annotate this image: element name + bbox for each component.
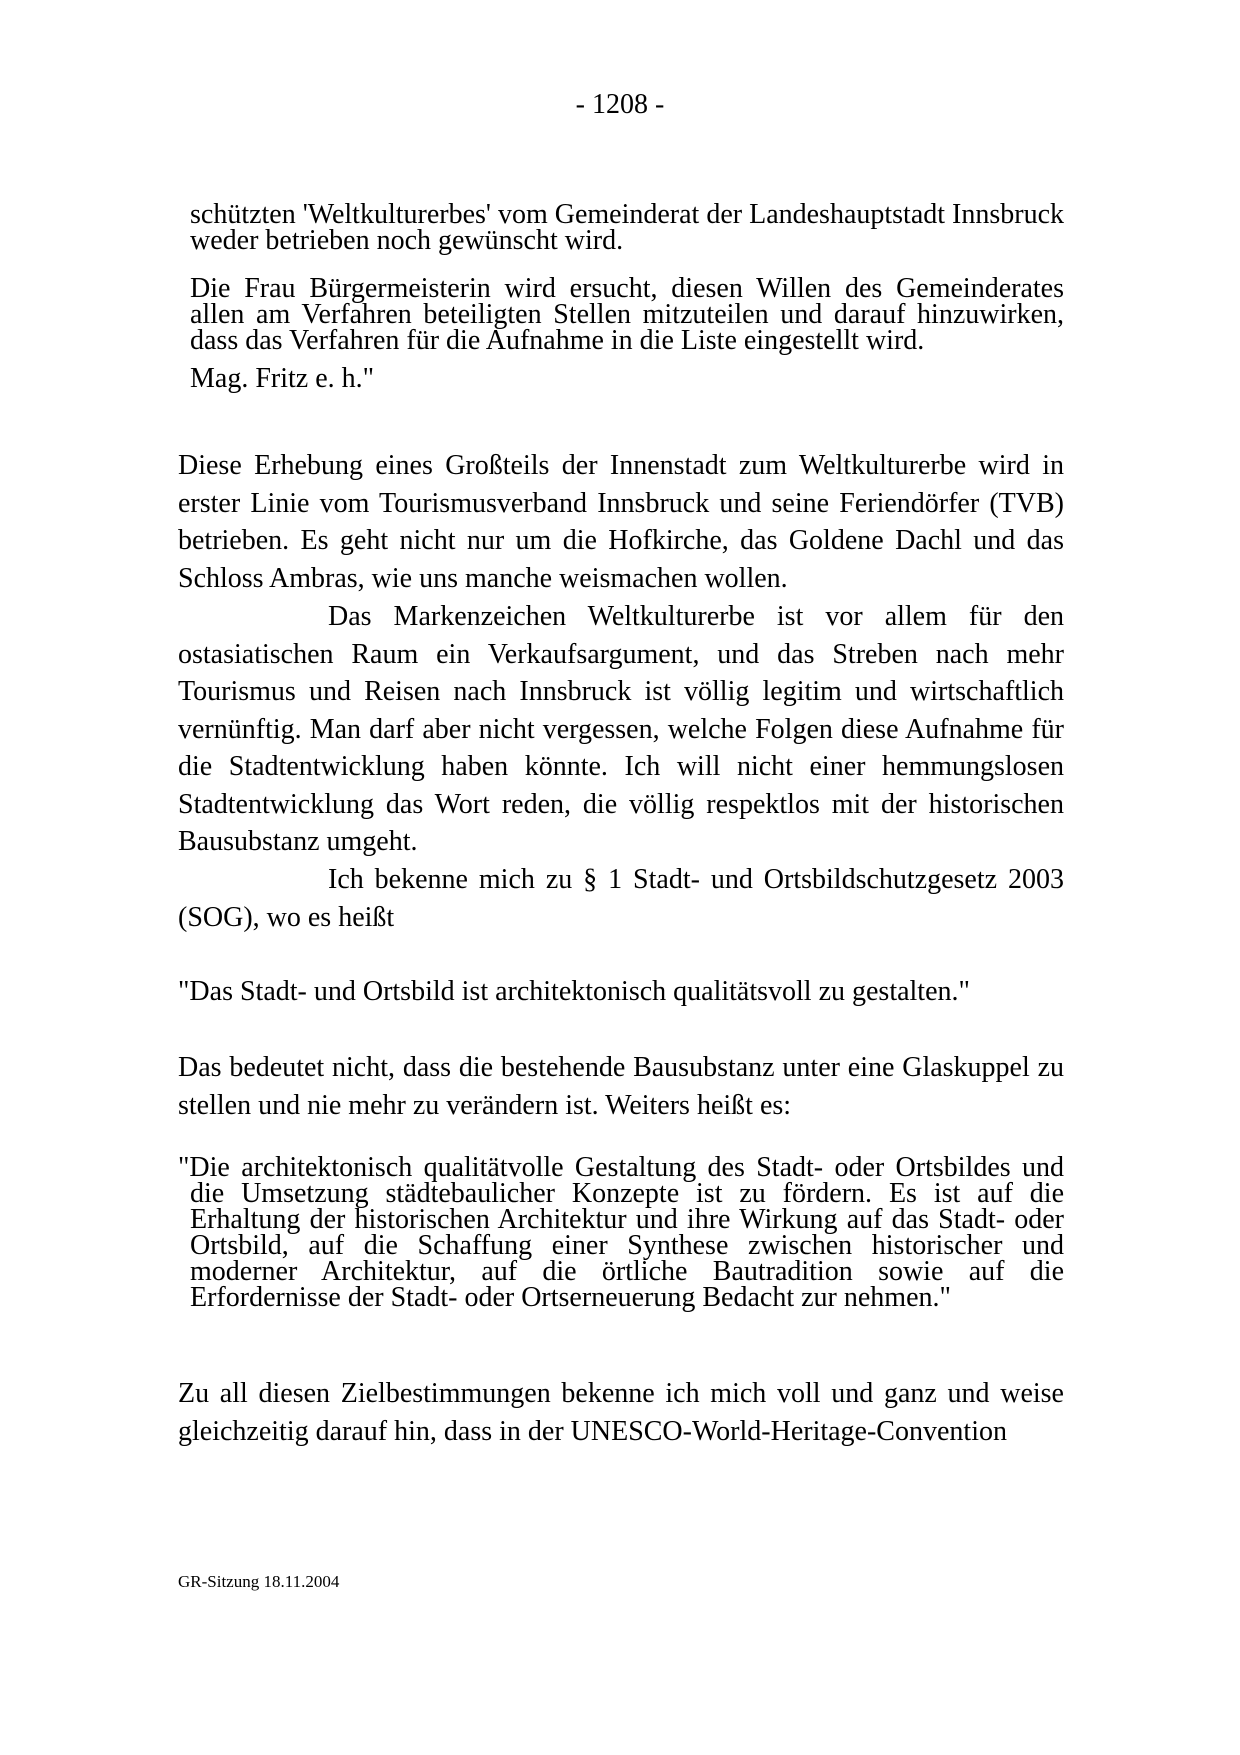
quote-paragraph-1: schützten 'Weltkulturerbes' vom Gemeinderat der Landeshauptstadt Innsbruck weder betrieben noch gewünscht wird. <box>190 199 1065 256</box>
body-paragraph-2-text: Das Markenzeichen Weltkulturerbe ist vor allem für den ostasiatischen Raum ein Verkaufsargument, und das Streben nach mehr Tourismus und Reisen nach Innsbruck ist völlig legitim und wirtschaftlich vernünftig. Man darf aber nicht vergessen, welche Folgen diese Aufnahme für die Stadtentwicklung haben könnte. Ich will nicht einer hemmungslosen Stadtentwicklung das Wort reden, die völlig respektlos mit der historischen Bausubstanz umgeht. <box>178 601 1064 857</box>
citation-sog-2: "Die architektonisch qualitätvolle Gestaltung des Stadt- oder Ortsbildes und die Umsetzung städtebaulicher Konzepte ist zu fördern. Es ist auf die Erhaltung der historischen Architektur und ihre Wirkung auf das Stadt- oder Ortsbild, auf die Schaffung einer Synthese zwischen historischer und moderner Architektur, auf die örtliche Bautradition sowie auf die Erfordernisse der Stadt- oder Ortserneuerung Bedacht zur nehmen." <box>178 1152 1064 1313</box>
quote-paragraph-2: Die Frau Bürgermeisterin wird ersucht, diesen Willen des Gemeinderates allen am Verfahren beteiligten Stellen mitzuteilen und darauf hinzuwirken, dass das Verfahren für die Aufnahme in die Liste eingestellt wird. <box>190 273 1064 356</box>
body-paragraph-2 <box>178 598 1064 861</box>
body-paragraph-3-text: Ich bekenne mich zu § 1 Stadt- und Ortsbildschutzgesetz 2003 (SOG), wo es heißt <box>178 864 1064 933</box>
body-paragraph-1: Diese Erhebung eines Großteils der Innenstadt zum Weltkulturerbe wird in erster Linie vom Tourismusverband Innsbruck und seine Feriendörfer (TVB) betrieben. Es geht nicht nur um die Hofkirche, das Goldene Dachl und das Schloss Ambras, wie uns manche weismachen wollen. <box>178 450 1064 594</box>
body-paragraph-5: Zu all diesen Zielbestimmungen bekenne ich mich voll und ganz und weise gleichzeitig darauf hin, dass in der UNESCO-World-Heritage-Convention <box>178 1378 1064 1447</box>
body-paragraph-4: Das bedeutet nicht, dass die bestehende Bausubstanz unter eine Glaskuppel zu stellen und nie mehr zu verändern ist. Weiters heißt es: <box>178 1052 1064 1121</box>
footer-session-date: GR-Sitzung 18.11.2004 <box>178 1572 340 1591</box>
body-paragraph-3 <box>178 861 1064 936</box>
quote-signature: Mag. Fritz e. h." <box>190 363 375 394</box>
citation-sog-1: "Das Stadt- und Ortsbild ist architektonisch qualitätsvoll zu gestalten." <box>178 976 970 1007</box>
page-number: - 1208 - <box>575 89 665 120</box>
